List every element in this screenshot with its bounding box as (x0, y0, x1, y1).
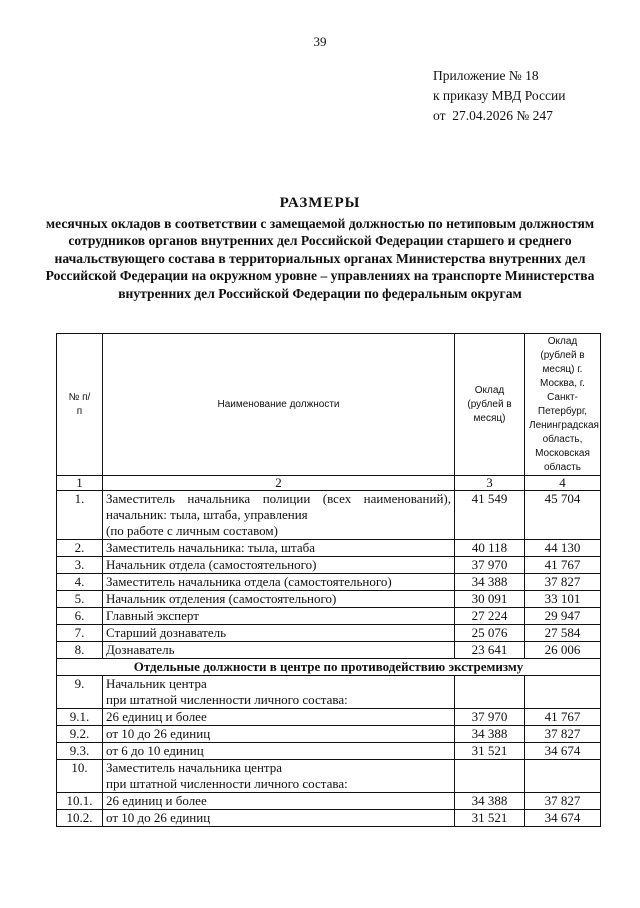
row-name-extra: при штатной численности личного состава: (106, 776, 348, 791)
document-heading (40, 193, 600, 302)
row-num: 7. (57, 625, 103, 642)
row-salary: 34 388 (455, 726, 525, 743)
row-num: 5. (57, 591, 103, 608)
row-num: 6. (57, 608, 103, 625)
row-salary: 30 091 (455, 591, 525, 608)
table-row (57, 591, 601, 608)
table-row (57, 793, 601, 810)
section-header-row (57, 659, 601, 676)
row-salary: 37 970 (455, 557, 525, 574)
row-num: 4. (57, 574, 103, 591)
document-subtitle: месячных окладов в соответствии с замещаемой должностью по нетиповым должностям сотрудников органов внутренних дел Российской Федерации старшего и среднего начальствующего состава в территориальных органах Министерства внутренних дел Российской Федерации на окружном уровне – управлениях на транспорте Министерства внутренних дел Российской Федерации по федеральным округам (45, 216, 595, 301)
table-row (57, 608, 601, 625)
row-num: 9.3. (57, 743, 103, 760)
row-name-text: Заместитель начальника полиции (всех наименований), начальник: тыла, штаба, управления (106, 491, 451, 522)
header-salary-moscow: Оклад (рублей в месяц) г. Москва, г. Санкт-Петербург, Ленинградская область, Московская область (525, 334, 601, 476)
row-name: от 10 до 26 единиц (103, 726, 455, 743)
row-num: 9. (57, 676, 103, 709)
row-salary-moscow: 37 827 (525, 793, 601, 810)
row-salary-moscow: 37 827 (525, 574, 601, 591)
column-number: 2 (103, 476, 455, 491)
appendix-line-2: к приказу МВД России (433, 88, 566, 103)
row-num: 2. (57, 540, 103, 557)
row-name: 26 единиц и более (103, 709, 455, 726)
row-name (103, 491, 455, 540)
row-name-text: Заместитель начальника центра (106, 760, 283, 775)
column-number: 1 (57, 476, 103, 491)
row-salary: 34 388 (455, 793, 525, 810)
row-salary: 23 641 (455, 642, 525, 659)
table-row (57, 709, 601, 726)
table-row (57, 540, 601, 557)
row-salary-moscow: 29 947 (525, 608, 601, 625)
table-row (57, 625, 601, 642)
row-salary: 31 521 (455, 743, 525, 760)
table-row (57, 726, 601, 743)
row-name (103, 760, 455, 793)
salary-table (56, 333, 601, 827)
row-salary-moscow: 26 006 (525, 642, 601, 659)
row-name-extra: (по работе с личным составом) (106, 523, 278, 538)
row-num: 10. (57, 760, 103, 793)
row-name-text: Начальник центра (106, 676, 207, 691)
appendix-line-1: Приложение № 18 (433, 68, 539, 83)
row-name: Дознаватель (103, 642, 455, 659)
page-number: 39 (313, 34, 327, 49)
row-num: 10.2. (57, 810, 103, 827)
row-salary-moscow: 45 704 (525, 491, 601, 540)
table-row (57, 491, 601, 540)
row-num: 3. (57, 557, 103, 574)
row-salary: 25 076 (455, 625, 525, 642)
table-row (57, 557, 601, 574)
row-salary: 31 521 (455, 810, 525, 827)
row-salary-moscow: 33 101 (525, 591, 601, 608)
row-name: Старший дознаватель (103, 625, 455, 642)
column-number-row (57, 476, 601, 491)
row-salary-moscow: 34 674 (525, 743, 601, 760)
row-salary (455, 676, 525, 709)
row-name-extra: при штатной численности личного состава: (106, 692, 348, 707)
table-row (57, 810, 601, 827)
column-number: 3 (455, 476, 525, 491)
row-salary: 37 970 (455, 709, 525, 726)
document-title: РАЗМЕРЫ (279, 195, 361, 211)
table-row (57, 574, 601, 591)
row-salary-moscow: 37 827 (525, 726, 601, 743)
row-salary-moscow: 34 674 (525, 810, 601, 827)
table-row (57, 642, 601, 659)
row-salary-moscow (525, 760, 601, 793)
row-num: 8. (57, 642, 103, 659)
row-num: 1. (57, 491, 103, 540)
row-salary: 41 549 (455, 491, 525, 540)
row-salary-moscow (525, 676, 601, 709)
section-title: Отдельные должности в центре по противодействию экстремизму (57, 659, 601, 676)
row-num: 9.1. (57, 709, 103, 726)
row-name: Заместитель начальника: тыла, штаба (103, 540, 455, 557)
row-salary-moscow: 44 130 (525, 540, 601, 557)
row-name: от 10 до 26 единиц (103, 810, 455, 827)
row-name: 26 единиц и более (103, 793, 455, 810)
row-num: 9.2. (57, 726, 103, 743)
row-salary (455, 760, 525, 793)
row-name: Начальник отдела (самостоятельного) (103, 557, 455, 574)
table-row (57, 676, 601, 709)
table-row (57, 743, 601, 760)
table-row (57, 760, 601, 793)
row-salary-moscow: 27 584 (525, 625, 601, 642)
row-salary: 40 118 (455, 540, 525, 557)
row-name (103, 676, 455, 709)
header-num: № п/п (57, 334, 103, 476)
row-salary: 27 224 (455, 608, 525, 625)
row-name: от 6 до 10 единиц (103, 743, 455, 760)
row-num: 10.1. (57, 793, 103, 810)
header-salary: Оклад (рублей в месяц) (455, 334, 525, 476)
row-name: Главный эксперт (103, 608, 455, 625)
table-header-row (57, 334, 601, 476)
row-salary: 34 388 (455, 574, 525, 591)
row-name: Начальник отделения (самостоятельного) (103, 591, 455, 608)
row-salary-moscow: 41 767 (525, 557, 601, 574)
row-salary-moscow: 41 767 (525, 709, 601, 726)
appendix-line-3: от 27.04.2026 № 247 (433, 108, 553, 123)
header-name: Наименование должности (103, 334, 455, 476)
appendix-block (433, 66, 565, 126)
column-number: 4 (525, 476, 601, 491)
row-name: Заместитель начальника отдела (самостоятельного) (103, 574, 455, 591)
